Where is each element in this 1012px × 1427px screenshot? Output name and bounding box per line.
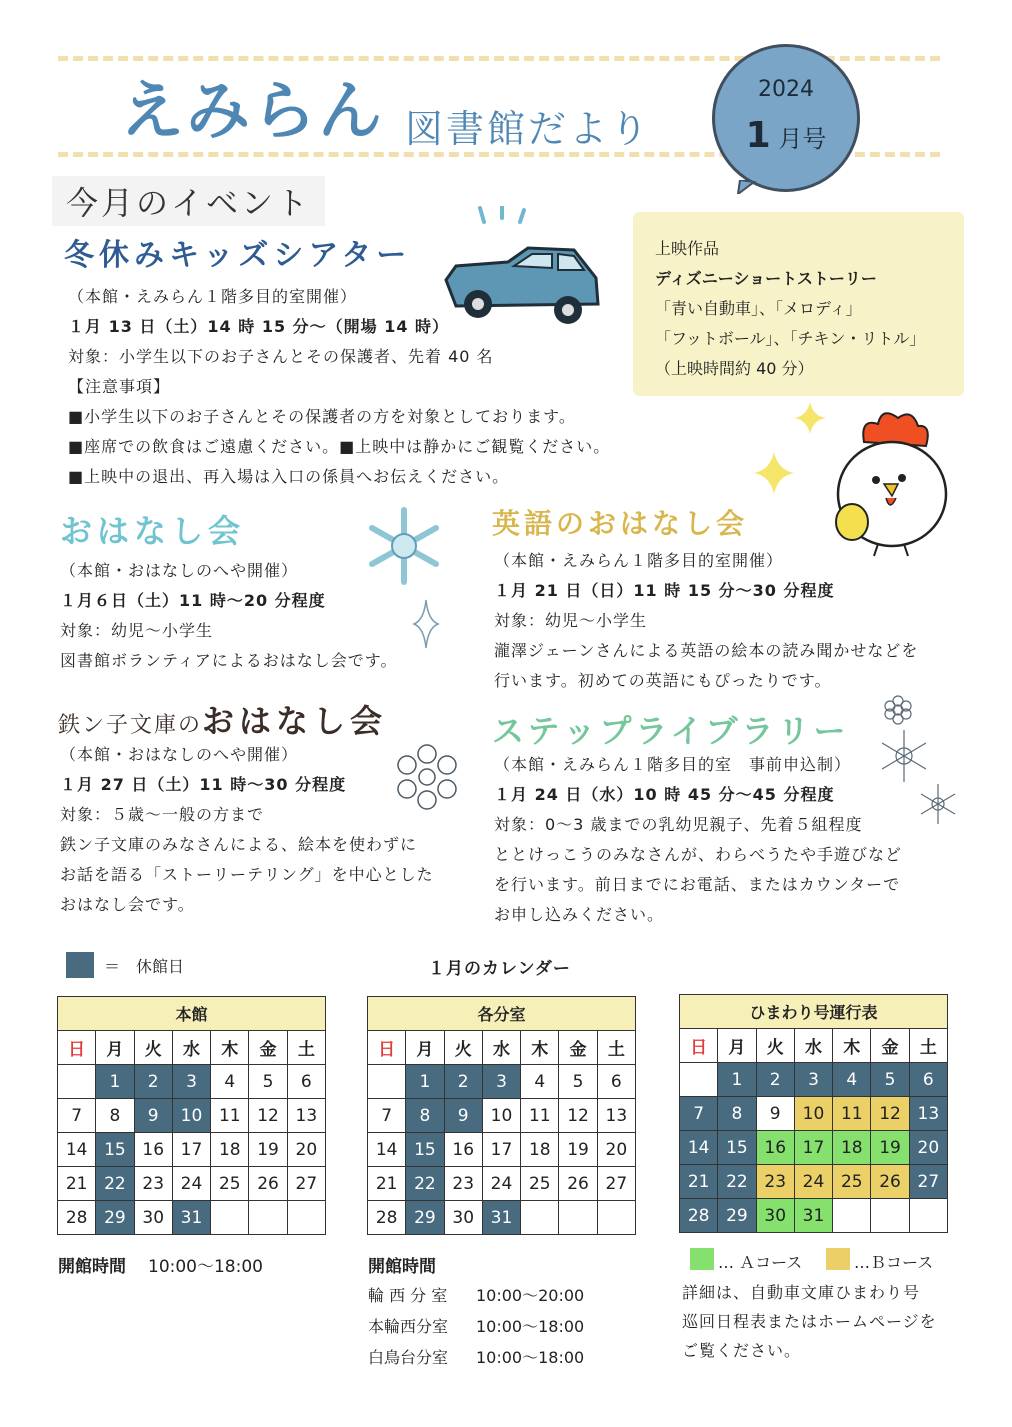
calendar-day-cell: 3 bbox=[172, 1065, 210, 1099]
calendar-day-cell bbox=[249, 1201, 287, 1235]
calendar-day-cell: 11 bbox=[833, 1097, 871, 1131]
calendar-day-cell: 11 bbox=[521, 1099, 559, 1133]
branch-hours-row: 輪 西 分 室 10:00～20:00 bbox=[368, 1286, 585, 1305]
tetsu-description-1: 鉄ン子文庫のみなさんによる、絵本を使わずに bbox=[60, 835, 418, 854]
calendar-day-cell: 29 bbox=[406, 1201, 444, 1235]
calendar-day-cell: 3 bbox=[482, 1065, 520, 1099]
calendar-day-cell: 1 bbox=[718, 1063, 756, 1097]
ohanashi-description: 図書館ボランティアによるおはなし会です。 bbox=[60, 651, 398, 670]
ohanashi-title: おはなし会 bbox=[60, 512, 246, 550]
screening-info-box bbox=[633, 212, 964, 396]
step-datetime: １月 24 日（水）10 時 45 分～45 分程度 bbox=[494, 785, 835, 804]
branch-hours-label: 開館時間 bbox=[368, 1257, 436, 1277]
ohanashi-venue: （本館・おはなしのへや開催） bbox=[60, 561, 299, 580]
logo-text: えみらん bbox=[120, 75, 384, 149]
weekday-header: 金 bbox=[559, 1031, 597, 1065]
screening-program: ディズニーショートストーリー bbox=[655, 269, 877, 288]
calendar-week-row bbox=[368, 1099, 636, 1133]
issue-year: 2024 bbox=[758, 77, 814, 102]
weekday-header: 木 bbox=[211, 1031, 249, 1065]
weekday-header: 月 bbox=[96, 1031, 134, 1065]
theater-note-1: ■小学生以下のお子さんとその保護者の方を対象としております。 bbox=[68, 407, 576, 426]
calendar-day-cell: 10 bbox=[794, 1097, 832, 1131]
calendar-day-cell: 4 bbox=[521, 1065, 559, 1099]
calendar-week-row bbox=[58, 1099, 326, 1133]
calendar-day-cell: 12 bbox=[559, 1099, 597, 1133]
tetsu-datetime: １月 27 日（土）11 時～30 分程度 bbox=[60, 775, 347, 794]
calendar-day-cell: 9 bbox=[756, 1097, 794, 1131]
calendar-day-cell: 13 bbox=[909, 1097, 947, 1131]
calendar-day-cell: 23 bbox=[444, 1167, 482, 1201]
calendar-day-cell: 23 bbox=[756, 1165, 794, 1199]
section-title: 今月のイベント bbox=[52, 176, 325, 226]
calendar-day-cell: 29 bbox=[96, 1201, 134, 1235]
main-hours-value: 10:00～18:00 bbox=[148, 1257, 263, 1277]
calendar-day-cell: 18 bbox=[521, 1133, 559, 1167]
calendar-day-cell: 7 bbox=[368, 1099, 406, 1133]
branch-hours-row: 本輪西分室 10:00～18:00 bbox=[368, 1317, 585, 1336]
screening-films-2: 「フットボール」、「チキン・リトル」 bbox=[655, 329, 926, 348]
issue-month bbox=[715, 115, 857, 156]
calendar-week-row bbox=[368, 1065, 636, 1099]
calendar-day-cell: 10 bbox=[482, 1099, 520, 1133]
weekday-header: 火 bbox=[134, 1031, 172, 1065]
calendar-day-cell: 27 bbox=[909, 1165, 947, 1199]
calendar-day-cell: 25 bbox=[833, 1165, 871, 1199]
calendar-day-cell: 18 bbox=[211, 1133, 249, 1167]
calendar-day-cell: 26 bbox=[559, 1167, 597, 1201]
calendar-week-row bbox=[368, 1133, 636, 1167]
calendar-day-cell: 11 bbox=[211, 1099, 249, 1133]
calendar-day-cell: 5 bbox=[871, 1063, 909, 1097]
calendar-day-cell: 19 bbox=[249, 1133, 287, 1167]
step-target: 対象：0～3 歳までの乳幼児親子、先着５組程度 bbox=[494, 815, 863, 834]
step-description-2: を行います。前日までにお電話、またはカウンターで bbox=[494, 875, 901, 894]
main-hours-label: 開館時間 bbox=[58, 1257, 126, 1277]
calendar-day-cell: 13 bbox=[597, 1099, 635, 1133]
closed-legend-label: ＝ 休館日 bbox=[104, 957, 185, 976]
calendar-day-cell: 24 bbox=[794, 1165, 832, 1199]
step-description-1: ととけっこうのみなさんが、わらべうたや手遊びなど bbox=[494, 845, 903, 864]
calendar-day-cell bbox=[559, 1201, 597, 1235]
calendar-day-cell: 25 bbox=[521, 1167, 559, 1201]
himawari-notes bbox=[682, 1278, 937, 1365]
weekday-header: 火 bbox=[444, 1031, 482, 1065]
calendar-day-cell bbox=[909, 1199, 947, 1233]
small-sparkle-icon bbox=[412, 598, 440, 650]
weekday-header: 木 bbox=[521, 1031, 559, 1065]
theater-title: 冬休みキッズシアター bbox=[64, 238, 412, 273]
tetsu-details bbox=[60, 740, 434, 920]
calendar-day-cell: 12 bbox=[871, 1097, 909, 1131]
ohanashi-datetime: １月６日（土）11 時～20 分程度 bbox=[60, 591, 326, 610]
calendar-day-cell: 8 bbox=[96, 1099, 134, 1133]
calendar-day-cell: 20 bbox=[909, 1131, 947, 1165]
calendar-day-cell: 8 bbox=[406, 1099, 444, 1133]
theater-details bbox=[68, 282, 610, 492]
calendar-day-cell: 22 bbox=[718, 1165, 756, 1199]
tetsu-description-3: おはなし会です。 bbox=[60, 895, 195, 914]
calendar-day-cell: 22 bbox=[406, 1167, 444, 1201]
calendar-day-cell: 17 bbox=[794, 1131, 832, 1165]
calendar-day-cell: 24 bbox=[482, 1167, 520, 1201]
step-venue: （本館・えみらん１階多目的室 事前申込制） bbox=[494, 755, 852, 774]
course-a-swatch bbox=[690, 1248, 714, 1270]
calendar-day-cell bbox=[680, 1063, 718, 1097]
calendar-day-cell: 15 bbox=[406, 1133, 444, 1167]
calendar-day-cell: 7 bbox=[58, 1099, 96, 1133]
calendar-day-cell: 24 bbox=[172, 1167, 210, 1201]
closed-legend-swatch bbox=[66, 952, 94, 978]
calendar-day-cell: 14 bbox=[680, 1131, 718, 1165]
english-description-2: 行います。初めての英語にもぴったりです。 bbox=[494, 671, 832, 690]
calendar-day-cell: 26 bbox=[249, 1167, 287, 1201]
issue-month-number: 1 bbox=[745, 115, 771, 156]
calendar-day-cell: 27 bbox=[597, 1167, 635, 1201]
calendar-day-cell: 4 bbox=[211, 1065, 249, 1099]
branch-calendar bbox=[367, 996, 636, 1235]
weekday-header: 月 bbox=[718, 1029, 756, 1063]
calendar-day-cell: 19 bbox=[871, 1131, 909, 1165]
calendar-day-cell bbox=[597, 1201, 635, 1235]
calendar-week-row bbox=[368, 1167, 636, 1201]
tetsu-target: 対象：５歳～一般の方まで bbox=[60, 805, 265, 824]
calendar-week-row bbox=[680, 1097, 948, 1131]
calendar-day-cell: 30 bbox=[756, 1199, 794, 1233]
english-details bbox=[494, 546, 918, 696]
weekday-header: 水 bbox=[794, 1029, 832, 1063]
step-details bbox=[494, 750, 902, 930]
calendar-day-cell: 9 bbox=[444, 1099, 482, 1133]
course-a-label: … Ａコース bbox=[718, 1253, 803, 1272]
calendar-week-row bbox=[58, 1201, 326, 1235]
calendar-day-cell: 8 bbox=[718, 1097, 756, 1131]
weekday-header: 土 bbox=[909, 1029, 947, 1063]
calendar-day-cell: 26 bbox=[871, 1165, 909, 1199]
calendar-day-cell: 20 bbox=[287, 1133, 325, 1167]
tetsu-title-big: おはなし会 bbox=[202, 702, 388, 740]
weekday-header: 月 bbox=[406, 1031, 444, 1065]
step-description-3: お申し込みください。 bbox=[494, 905, 665, 924]
calendar-day-cell: 6 bbox=[287, 1065, 325, 1099]
calendar-day-cell bbox=[521, 1201, 559, 1235]
calendar-day-cell: 19 bbox=[559, 1133, 597, 1167]
weekday-header: 日 bbox=[680, 1029, 718, 1063]
tetsu-title-small: 鉄ン子文庫の bbox=[58, 713, 203, 738]
calendar-day-cell: 17 bbox=[482, 1133, 520, 1167]
weekday-header: 水 bbox=[172, 1031, 210, 1065]
calendar-day-cell: 6 bbox=[909, 1063, 947, 1097]
calendar-header: 各分室 bbox=[368, 997, 636, 1031]
calendar-day-cell: 17 bbox=[172, 1133, 210, 1167]
calendar-day-cell: 3 bbox=[794, 1063, 832, 1097]
calendar-day-cell: 31 bbox=[482, 1201, 520, 1235]
calendar-day-cell: 14 bbox=[368, 1133, 406, 1167]
english-title: 英語のおはなし会 bbox=[492, 507, 749, 540]
calendar-day-cell bbox=[368, 1065, 406, 1099]
calendar-day-cell: 9 bbox=[134, 1099, 172, 1133]
weekday-header: 日 bbox=[368, 1031, 406, 1065]
calendar-day-cell: 14 bbox=[58, 1133, 96, 1167]
newsletter-title: 図書館だより bbox=[405, 107, 652, 151]
calendar-day-cell: 2 bbox=[444, 1065, 482, 1099]
calendar-day-cell: 31 bbox=[794, 1199, 832, 1233]
tetsu-title bbox=[58, 696, 387, 742]
calendar-day-cell: 5 bbox=[559, 1065, 597, 1099]
calendar-day-cell: 29 bbox=[718, 1199, 756, 1233]
calendar-day-cell: 18 bbox=[833, 1131, 871, 1165]
calendar-header: ひまわり号運行表 bbox=[680, 995, 948, 1029]
calendar-week-row bbox=[368, 1201, 636, 1235]
main-library-calendar bbox=[57, 996, 326, 1235]
calendar-header: 本館 bbox=[58, 997, 326, 1031]
course-b-swatch bbox=[826, 1248, 850, 1270]
weekday-header: 水 bbox=[482, 1031, 520, 1065]
english-target: 対象：幼児～小学生 bbox=[494, 611, 648, 630]
calendar-day-cell: 13 bbox=[287, 1099, 325, 1133]
issue-month-suffix: 月号 bbox=[778, 125, 827, 153]
weekday-header: 金 bbox=[871, 1029, 909, 1063]
english-datetime: １月 21 日（日）11 時 15 分～30 分程度 bbox=[494, 581, 835, 600]
himawari-note-3: ご覧ください。 bbox=[682, 1341, 802, 1360]
calendar-day-cell: 27 bbox=[287, 1167, 325, 1201]
tetsu-description-2: お話を語る「ストーリーテリング」を中心とした bbox=[60, 865, 434, 884]
calendar-day-cell bbox=[287, 1201, 325, 1235]
screening-films-1: 「青い自動車」、「メロディ」 bbox=[655, 299, 862, 318]
course-b-label: …Ｂコース bbox=[854, 1253, 934, 1272]
weekday-header: 日 bbox=[58, 1031, 96, 1065]
calendar-week-row bbox=[58, 1065, 326, 1099]
calendar-day-cell bbox=[833, 1199, 871, 1233]
himawari-calendar bbox=[679, 994, 948, 1233]
calendar-day-cell: 21 bbox=[58, 1167, 96, 1201]
screening-duration: （上映時間約 40 分） bbox=[655, 359, 814, 378]
ohanashi-details bbox=[60, 556, 397, 676]
calendar-day-cell bbox=[58, 1065, 96, 1099]
calendar-day-cell: 31 bbox=[172, 1201, 210, 1235]
sparkle-icon bbox=[752, 398, 832, 502]
calendar-day-cell: 10 bbox=[172, 1099, 210, 1133]
calendar-week-row bbox=[680, 1165, 948, 1199]
calendar-title: １月のカレンダー bbox=[428, 959, 571, 979]
calendar-day-cell: 23 bbox=[134, 1167, 172, 1201]
calendar-day-cell bbox=[211, 1201, 249, 1235]
branch-hours-list bbox=[368, 1280, 584, 1373]
calendar-week-row bbox=[680, 1131, 948, 1165]
calendar-day-cell: 20 bbox=[597, 1133, 635, 1167]
step-title: ステップライブラリー bbox=[492, 712, 850, 750]
weekday-header: 木 bbox=[833, 1029, 871, 1063]
calendar-week-row bbox=[58, 1133, 326, 1167]
theater-datetime: １月 13 日（土）14 時 15 分～（開場 14 時） bbox=[68, 317, 450, 336]
calendar-day-cell: 16 bbox=[444, 1133, 482, 1167]
weekday-header: 土 bbox=[597, 1031, 635, 1065]
chicken-icon bbox=[826, 402, 966, 558]
english-description-1: 瀧澤ジェーンさんによる英語の絵本の読み聞かせなどを bbox=[494, 641, 919, 660]
calendar-day-cell bbox=[871, 1199, 909, 1233]
calendar-day-cell: 21 bbox=[368, 1167, 406, 1201]
calendar-day-cell: 16 bbox=[756, 1131, 794, 1165]
calendar-day-cell: 21 bbox=[680, 1165, 718, 1199]
issue-badge bbox=[712, 44, 860, 192]
calendar-day-cell: 28 bbox=[58, 1201, 96, 1235]
calendar-day-cell: 15 bbox=[718, 1131, 756, 1165]
calendar-day-cell: 6 bbox=[597, 1065, 635, 1099]
english-venue: （本館・えみらん１階多目的室開催） bbox=[494, 551, 784, 570]
calendar-day-cell: 25 bbox=[211, 1167, 249, 1201]
calendar-day-cell: 28 bbox=[680, 1199, 718, 1233]
badge-tail-icon bbox=[736, 180, 756, 194]
himawari-note-2: 巡回日程表またはホームページを bbox=[682, 1312, 937, 1331]
calendar-day-cell: 1 bbox=[406, 1065, 444, 1099]
calendar-week-row bbox=[58, 1167, 326, 1201]
calendar-day-cell: 30 bbox=[134, 1201, 172, 1235]
calendar-day-cell: 7 bbox=[680, 1097, 718, 1131]
theater-note-3: ■上映中の退出、再入場は入口の係員へお伝えください。 bbox=[68, 467, 510, 486]
calendar-day-cell: 5 bbox=[249, 1065, 287, 1099]
branch-hours-row: 白鳥台分室 10:00～18:00 bbox=[368, 1348, 585, 1367]
theater-target: 対象：小学生以下のお子さんとその保護者、先着 40 名 bbox=[68, 347, 494, 366]
theater-note-2: ■座席での飲食はご遠慮ください。■上映中は静かにご観覧ください。 bbox=[68, 437, 611, 456]
calendar-day-cell: 1 bbox=[96, 1065, 134, 1099]
calendar-day-cell: 28 bbox=[368, 1201, 406, 1235]
weekday-header: 土 bbox=[287, 1031, 325, 1065]
calendar-day-cell: 22 bbox=[96, 1167, 134, 1201]
tetsu-venue: （本館・おはなしのへや開催） bbox=[60, 745, 299, 764]
calendar-day-cell: 30 bbox=[444, 1201, 482, 1235]
calendar-day-cell: 2 bbox=[756, 1063, 794, 1097]
calendar-day-cell: 15 bbox=[96, 1133, 134, 1167]
calendar-week-row bbox=[680, 1199, 948, 1233]
calendar-day-cell: 16 bbox=[134, 1133, 172, 1167]
weekday-header: 金 bbox=[249, 1031, 287, 1065]
calendar-week-row bbox=[680, 1063, 948, 1097]
himawari-note-1: 詳細は、自動車文庫ひまわり号 bbox=[682, 1283, 921, 1302]
theater-notes-heading: 【注意事項】 bbox=[68, 377, 171, 396]
main-hours bbox=[58, 1252, 263, 1277]
theater-venue: （本館・えみらん１階多目的室開催） bbox=[68, 287, 358, 306]
weekday-header: 火 bbox=[756, 1029, 794, 1063]
calendar-day-cell: 4 bbox=[833, 1063, 871, 1097]
screening-label: 上映作品 bbox=[655, 239, 720, 258]
ohanashi-target: 対象：幼児～小学生 bbox=[60, 621, 214, 640]
calendar-day-cell: 2 bbox=[134, 1065, 172, 1099]
calendar-day-cell: 12 bbox=[249, 1099, 287, 1133]
